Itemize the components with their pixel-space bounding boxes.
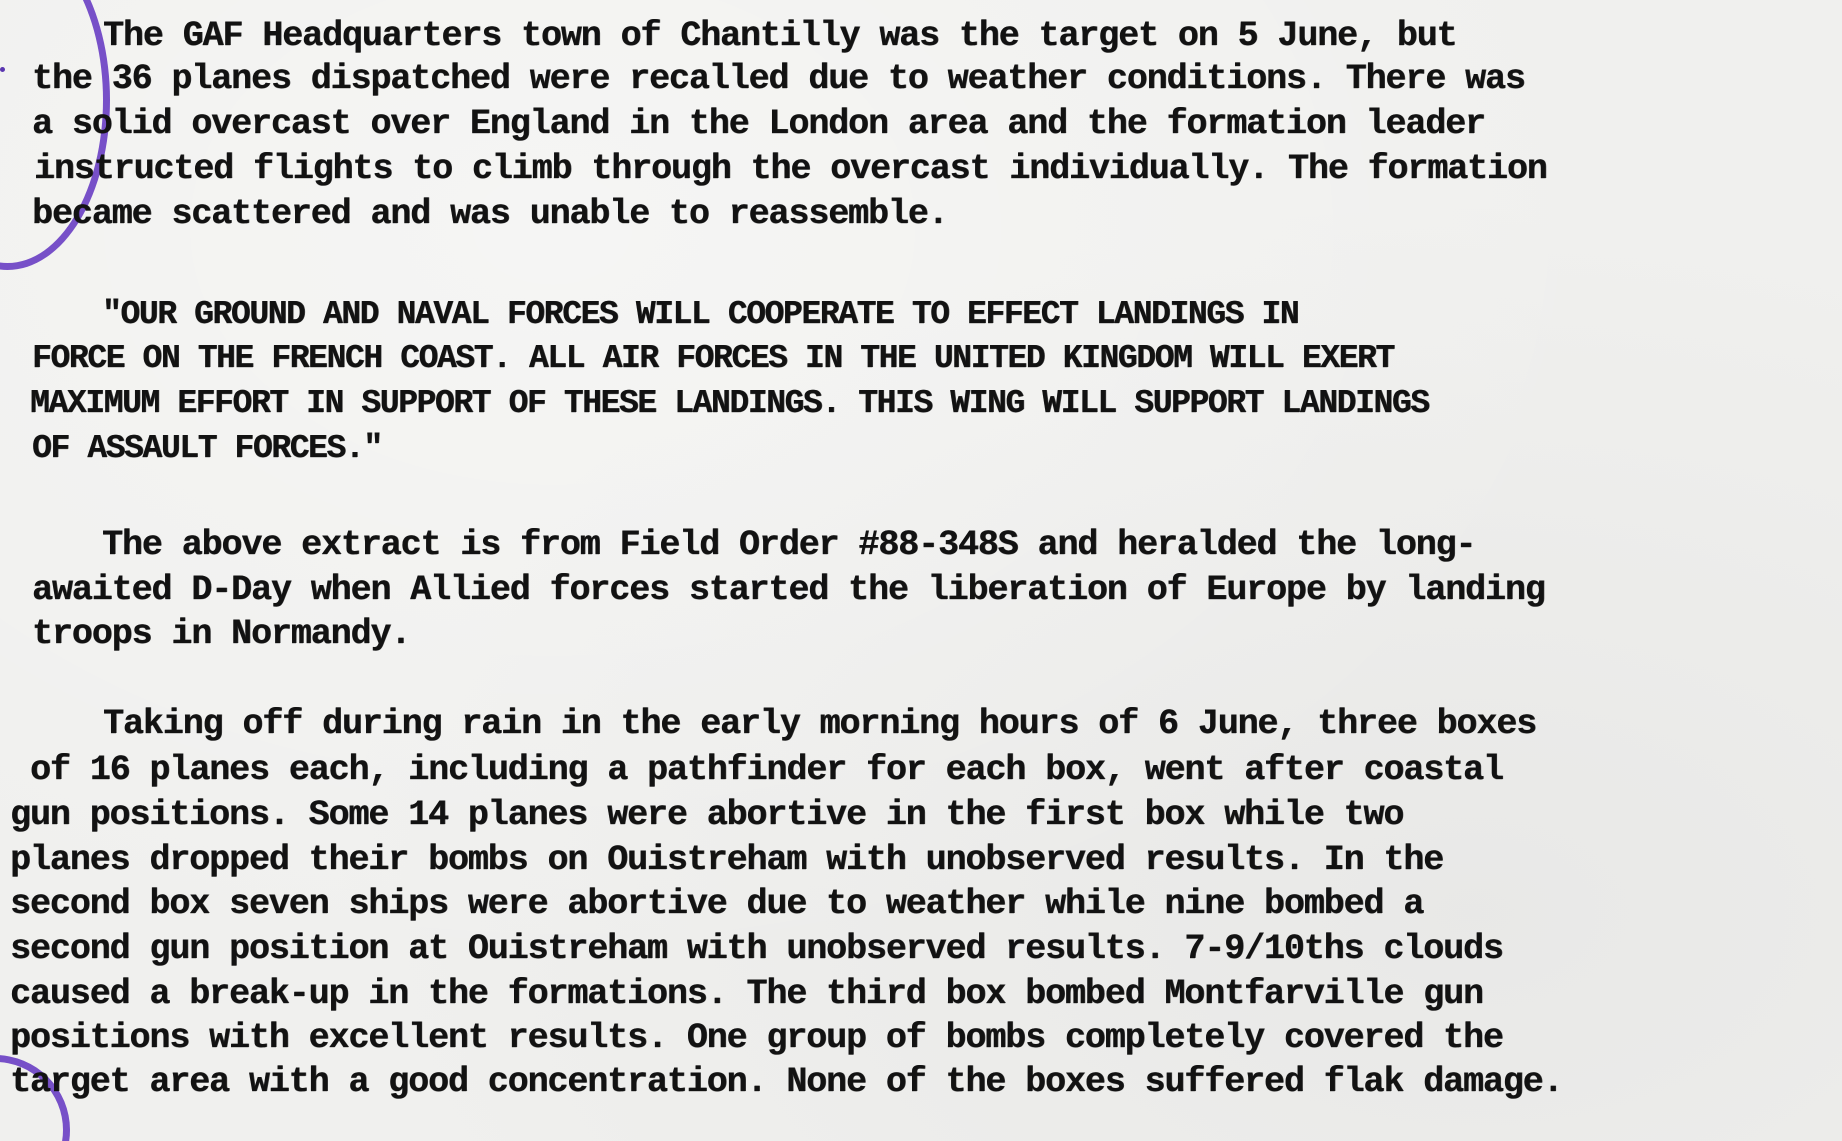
text-line: a solid overcast over England in the London area and the formation leader: [32, 104, 1485, 144]
text-line: Taking off during rain in the early morning hours of 6 June, three boxes: [103, 704, 1537, 744]
text-line: became scattered and was unable to reassemble.: [32, 194, 948, 234]
text-line: awaited D-Day when Allied forces started the liberation of Europe by landing: [32, 570, 1545, 610]
text-line: caused a break-up in the formations. The third box bombed Montfarville gun: [10, 974, 1483, 1014]
text-line: OF ASSAULT FORCES.": [32, 430, 382, 467]
text-line: of 16 planes each, including a pathfinder for each box, went after coastal: [30, 750, 1503, 790]
text-line: troops in Normandy.: [32, 614, 411, 654]
text-line: the 36 planes dispatched were recalled due to weather conditions. There was: [32, 59, 1525, 99]
text-line: second box seven ships were abortive due to weather while nine bombed a: [10, 884, 1424, 924]
text-line: "OUR GROUND AND NAVAL FORCES WILL COOPERATE TO EFFECT LANDINGS IN: [102, 296, 1299, 333]
text-line: The GAF Headquarters town of Chantilly was the target on 5 June, but: [103, 16, 1457, 56]
text-line: gun positions. Some 14 planes were abortive in the first box while two: [10, 795, 1404, 835]
text-line: planes dropped their bombs on Ouistreham with unobserved results. In the: [10, 840, 1444, 880]
text-line: FORCE ON THE FRENCH COAST. ALL AIR FORCES IN THE UNITED KINGDOM WILL EXERT: [32, 340, 1394, 377]
text-line: MAXIMUM EFFORT IN SUPPORT OF THESE LANDINGS. THIS WING WILL SUPPORT LANDINGS: [30, 385, 1429, 422]
text-line: target area with a good concentration. None of the boxes suffered flak damage.: [10, 1062, 1563, 1102]
text-line: The above extract is from Field Order #88-348S and heralded the long-: [102, 525, 1476, 565]
text-line: instructed flights to climb through the overcast individually. The formation: [34, 149, 1547, 189]
text-line: second gun position at Ouistreham with unobserved results. 7-9/10ths clouds: [10, 929, 1503, 969]
text-line: positions with excellent results. One group of bombs completely covered the: [10, 1018, 1503, 1058]
